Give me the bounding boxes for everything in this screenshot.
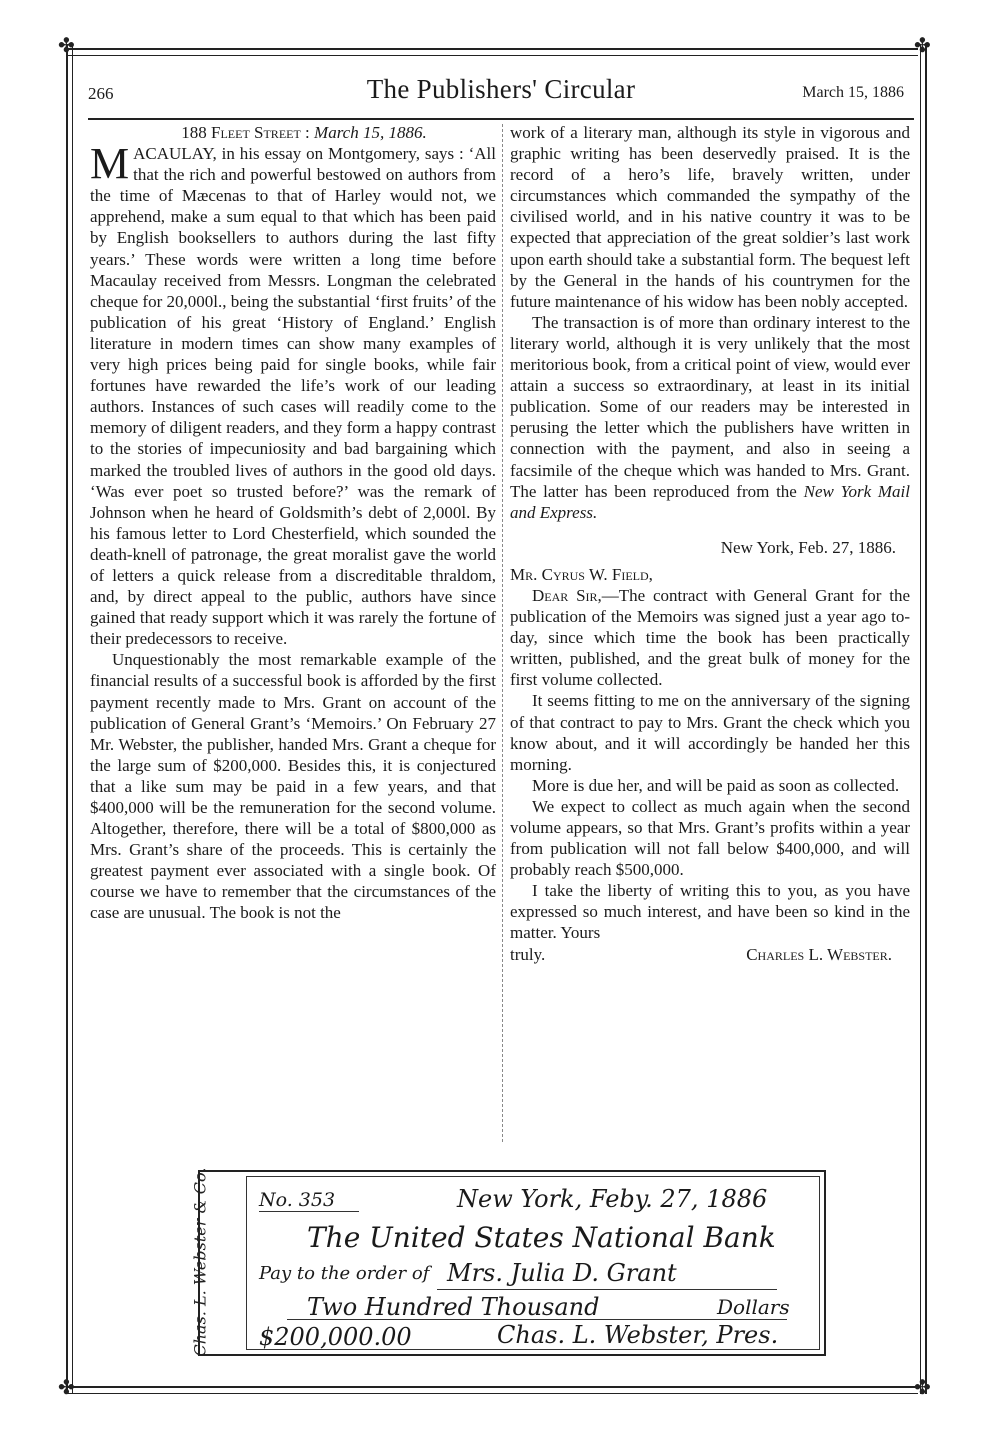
letter-place-date: New York, Feb. 27, 1886. bbox=[720, 537, 896, 557]
top-border bbox=[68, 48, 918, 56]
cheque-signature: Chas. L. Webster, Pres. bbox=[497, 1321, 779, 1349]
bottom-border bbox=[68, 1386, 918, 1394]
cheque-place-date: New York, Feby. 27, 1886 bbox=[457, 1185, 768, 1213]
letter-paragraph: I take the liberty of writing this to you, as you have expressed so much interest, and have been so kind in the matter. Yours bbox=[510, 881, 910, 943]
cheque-payee: Mrs. Julia D. Grant bbox=[447, 1259, 677, 1287]
left-column bbox=[90, 122, 496, 924]
corner-ornament-icon: ✤ bbox=[914, 35, 931, 57]
column-divider bbox=[502, 124, 503, 1142]
letter-closing: truly. bbox=[510, 944, 546, 964]
right-border bbox=[920, 44, 927, 1394]
cheque-rule bbox=[259, 1211, 359, 1212]
cheque-payee-label: Pay to the order of bbox=[259, 1263, 430, 1284]
cheque-facsimile bbox=[190, 1167, 826, 1357]
drop-cap: M bbox=[90, 139, 130, 189]
cheque-bank-name: The United States National Bank bbox=[307, 1221, 776, 1254]
page-header bbox=[88, 72, 914, 116]
cheque-body bbox=[246, 1176, 820, 1350]
dateline bbox=[90, 122, 496, 143]
paragraph-text: —The contract with General Grant for the publication of the Memoirs was signed just a year ago to-day, since which time the book has been practically written, published, and the great bulk of money for the first volume collected. bbox=[510, 585, 911, 690]
right-column bbox=[510, 122, 910, 965]
letter-paragraph: More is due her, and will be paid as soon as collected. bbox=[532, 775, 900, 795]
letter-addressee: Mr. Cyrus W. Field, bbox=[510, 564, 653, 584]
article-paragraph bbox=[510, 312, 910, 523]
dateline-place: 188 Fleet Street : bbox=[181, 123, 310, 142]
letter-paragraph bbox=[510, 585, 910, 690]
newspaper-title: New York Mail and Express. bbox=[510, 481, 910, 522]
cheque-amount-words: Two Hundred Thousand bbox=[307, 1293, 600, 1321]
header-rule bbox=[88, 118, 914, 120]
issue-date: March 15, 1886 bbox=[802, 84, 904, 101]
cheque-number: No. 353 bbox=[259, 1189, 336, 1211]
article-paragraph: Unquestionably the most remarkable example of the financial results of a successful book is afforded by the first payment recently made to Mrs. Grant on account of the publication of General Grant’s ‘Memoirs.’ On February 27 Mr. Webster, the publisher, handed Mrs. Grant a cheque for the large sum of $200,000. Besides this, it is conjectured that a like sum may be paid in a few years, and that $400,000 will be the remuneration for the second volume. Altogether, therefore, there will be a total of $800,000 as Mrs. Grant’s share of the proceeds. This is certainly the greatest payment ever associated with a single book. Of course we have to remember that the circumstances of the case are unusual. The book is not the bbox=[90, 650, 496, 923]
article-paragraph bbox=[90, 139, 496, 649]
dateline-date: March 15, 1886. bbox=[314, 123, 427, 142]
cheque-rule bbox=[287, 1319, 787, 1320]
article-paragraph: work of a literary man, although its style in vigorous and graphic writing has been deservedly praised. It is the record of a hero’s life, bravely written, under circumstances which commanded the sympathy of the civilised world, and in his native country it was to be expected that appreciation of the great soldier’s last work upon earth should take a substantial form. The bequest left by the General in the hands of his countrymen for the future maintenance of his widow has been nobly accepted. bbox=[510, 123, 910, 311]
letter-salutation: Dear Sir, bbox=[532, 585, 602, 605]
page-number: 266 bbox=[88, 84, 114, 103]
letter-paragraph: We expect to collect as much again when the second volume appears, so that Mrs. Grant’s profits within a year from publication will not fall below $400,000, and will probably reach $500,000. bbox=[510, 796, 910, 880]
journal-title: The Publishers' Circular bbox=[366, 74, 636, 104]
corner-ornament-icon: ✤ bbox=[58, 1377, 75, 1399]
corner-ornament-icon: ✤ bbox=[58, 35, 75, 57]
cheque-dollars-label: Dollars bbox=[717, 1295, 790, 1319]
cheque-amount: $200,000.00 bbox=[259, 1323, 412, 1351]
cheque-rule bbox=[437, 1289, 777, 1290]
letter-signature: Charles L. Webster. bbox=[746, 944, 892, 964]
paragraph-text: The transaction is of more than ordinary interest to the literary world, although it is very unlikely that the most meritorious book, from a critical point of view, would ever attain a success so extraordinary, at least in its initial publication. Some of our readers may be interested in perusing the letter which the publishers have written in connection with the payment, and also in seeing a facsimile of the cheque which was handed to Mrs. Grant. The latter has been reproduced from the bbox=[510, 312, 910, 501]
corner-ornament-icon: ✤ bbox=[914, 1377, 931, 1399]
letter-paragraph: It seems fitting to me on the anniversary of the signing of that contract to pay to Mrs. Grant the check which you know about, and it will accordingly be handed her this morning. bbox=[510, 691, 910, 774]
paragraph-text: ACAULAY, in his essay on Montgomery, says : ‘All that the rich and powerful bestowed on authors from the time of Mæcenas to that of Harley would not, we apprehend, make a sum equal to that which has been paid by English booksellers to authors during the last fifty years.’ These words were written a long time before Macaulay received from Messrs. Longman the celebrated cheque for 20,000l., being the substantial ‘first fruits’ of the publication of his great ‘History of England.’ English literature in modern times can show many examples of very high prices being paid for single books, while fair fortunes have rewarded the life’s work of our leading authors. Instances of such cases will readily come to the memory of diligent readers, and they form a happy contrast to the stories of impecuniosity and bad bargaining which marked the troubled lives of authors in the good old days. ‘Was ever poet so trusted before?’ was the remark of Johnson when he heard of Goldsmith’s debt of 2,000l. By his famous letter to Lord Chesterfield, which sounded the death-knell of patronage, the great moralist gave the world of letters a quick release from a discreditable thraldom, and, by direct appeal to the public, authors have since gained that ready support which it was rarely the fortune of their predecessors to receive. bbox=[90, 144, 496, 649]
letter-signoff bbox=[510, 944, 910, 965]
cheque-side-text: Chas. L. Webster & Co. bbox=[190, 1167, 210, 1357]
left-border bbox=[66, 44, 73, 1394]
